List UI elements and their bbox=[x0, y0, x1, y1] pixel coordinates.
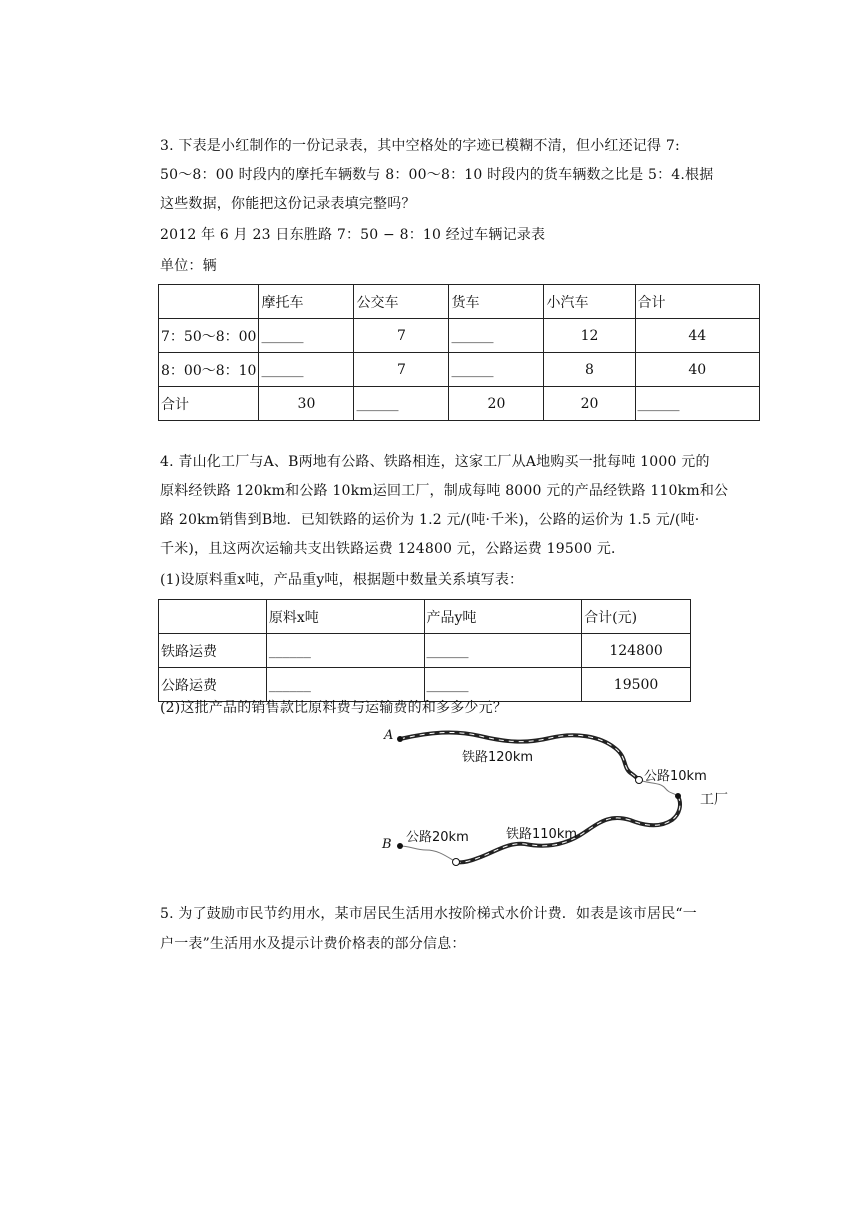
table-cell: 40 bbox=[635, 353, 759, 387]
q3-line-5: 单位：辆 bbox=[160, 258, 217, 274]
point-b-dot bbox=[397, 843, 403, 849]
factory-dot bbox=[675, 793, 681, 799]
blank-cell[interactable]: ______ bbox=[424, 634, 582, 668]
q3-line-1: 3. 下表是小红制作的一份记录表，其中空格处的字迹已模糊不清，但小红还记得 7: bbox=[160, 138, 680, 154]
point-a-dot bbox=[397, 736, 403, 742]
table-cell bbox=[159, 600, 267, 634]
table-header-row bbox=[159, 600, 691, 634]
table-cell bbox=[159, 285, 259, 319]
q4-line-1: 4. 青山化工厂与A、B两地有公路、铁路相连，这家工厂从A地购买一批每吨 1000 元的 bbox=[160, 454, 710, 470]
table-cell: 30 bbox=[259, 387, 354, 421]
table-row bbox=[159, 634, 691, 668]
row-label: 铁路运费 bbox=[159, 634, 267, 668]
blank-cell[interactable]: ______ bbox=[354, 387, 449, 421]
q5-line-1: 5. 为了鼓励市民节约用水，某市居民生活用水按阶梯式水价计费．如表是该市居民“一 bbox=[160, 906, 697, 922]
table-header-row bbox=[159, 285, 760, 319]
table-header-cell: 原料x吨 bbox=[266, 600, 424, 634]
road-10km-label: 公路10km bbox=[644, 769, 707, 784]
blank-cell[interactable]: ______ bbox=[449, 319, 544, 353]
table-cell: 20 bbox=[449, 387, 544, 421]
table-row bbox=[159, 319, 760, 353]
table-cell: 7 bbox=[354, 353, 449, 387]
blank-cell[interactable]: ______ bbox=[266, 668, 424, 702]
q4-line-2: 原料经铁路 120km和公路 10km运回工厂，制成每吨 8000 元的产品经铁路 110km和公 bbox=[160, 483, 729, 499]
table-cell: 124800 bbox=[582, 634, 691, 668]
q5-line-2: 户一表”生活用水及提示计费价格表的部分信息： bbox=[160, 936, 466, 952]
point-a-label: A bbox=[384, 728, 394, 743]
row-label: 8：00～8：10 bbox=[159, 353, 259, 387]
q3-line-2: 50～8：00 时段内的摩托车辆数与 8：00～8：10 时段内的货车辆数之比是 5：4.根据 bbox=[160, 167, 714, 183]
table-header-cell: 合计 bbox=[635, 285, 759, 319]
q4-line-3: 路 20km销售到B地．已知铁路的运价为 1.2 元/(吨·千米)，公路的运价为 1.5 元/(吨· bbox=[160, 512, 700, 528]
route-map-svg bbox=[360, 722, 740, 872]
freight-cost-table bbox=[158, 599, 691, 702]
table-header-cell: 合计(元) bbox=[582, 600, 691, 634]
q3-line-4: 2012 年 6 月 23 日东胜路 7：50 − 8：10 经过车辆记录表 bbox=[160, 227, 546, 243]
blank-cell[interactable]: ______ bbox=[266, 634, 424, 668]
vehicle-record-table bbox=[158, 284, 760, 421]
table-header-cell: 公交车 bbox=[354, 285, 449, 319]
blank-cell[interactable]: ______ bbox=[449, 353, 544, 387]
q4-line-4: 千米)，且这两次运输共支出铁路运费 124800 元，公路运费 19500 元． bbox=[160, 541, 626, 557]
q4-sub-question-2: (2)这批产品的销售款比原料费与运输费的和多多少元？ bbox=[160, 700, 508, 716]
blank-cell[interactable]: ______ bbox=[259, 319, 354, 353]
row-label: 7：50～8：00 bbox=[159, 319, 259, 353]
road-line-2 bbox=[400, 846, 456, 862]
table-row bbox=[159, 668, 691, 702]
table-cell: 12 bbox=[544, 319, 635, 353]
rail-120km-label: 铁路120km bbox=[462, 750, 534, 765]
table-cell: 20 bbox=[544, 387, 635, 421]
q4-sub-question-1: (1)设原料重x吨，产品重y吨，根据题中数量关系填写表： bbox=[160, 572, 524, 588]
table-row bbox=[159, 387, 760, 421]
blank-cell[interactable]: ______ bbox=[424, 668, 582, 702]
row-label: 公路运费 bbox=[159, 668, 267, 702]
road-20km-label: 公路20km bbox=[406, 830, 469, 845]
table-cell: 7 bbox=[354, 319, 449, 353]
table-header-cell: 小汽车 bbox=[544, 285, 635, 319]
rail-110km-label: 铁路110km bbox=[506, 827, 578, 842]
table-header-cell: 货车 bbox=[449, 285, 544, 319]
factory-label: 工厂 bbox=[700, 792, 728, 808]
table-cell: 8 bbox=[544, 353, 635, 387]
row-label: 合计 bbox=[159, 387, 259, 421]
point-b-label: B bbox=[382, 837, 392, 852]
junction-1-dot bbox=[636, 777, 643, 784]
blank-cell[interactable]: ______ bbox=[259, 353, 354, 387]
table-header-cell: 产品y吨 bbox=[424, 600, 582, 634]
table-cell: 44 bbox=[635, 319, 759, 353]
table-row bbox=[159, 353, 760, 387]
junction-2-dot bbox=[453, 859, 460, 866]
q3-line-3: 这些数据，你能把这份记录表填完整吗？ bbox=[160, 196, 416, 212]
table-header-cell: 摩托车 bbox=[259, 285, 354, 319]
route-diagram bbox=[360, 722, 740, 872]
blank-cell[interactable]: ______ bbox=[635, 387, 759, 421]
table-cell: 19500 bbox=[582, 668, 691, 702]
